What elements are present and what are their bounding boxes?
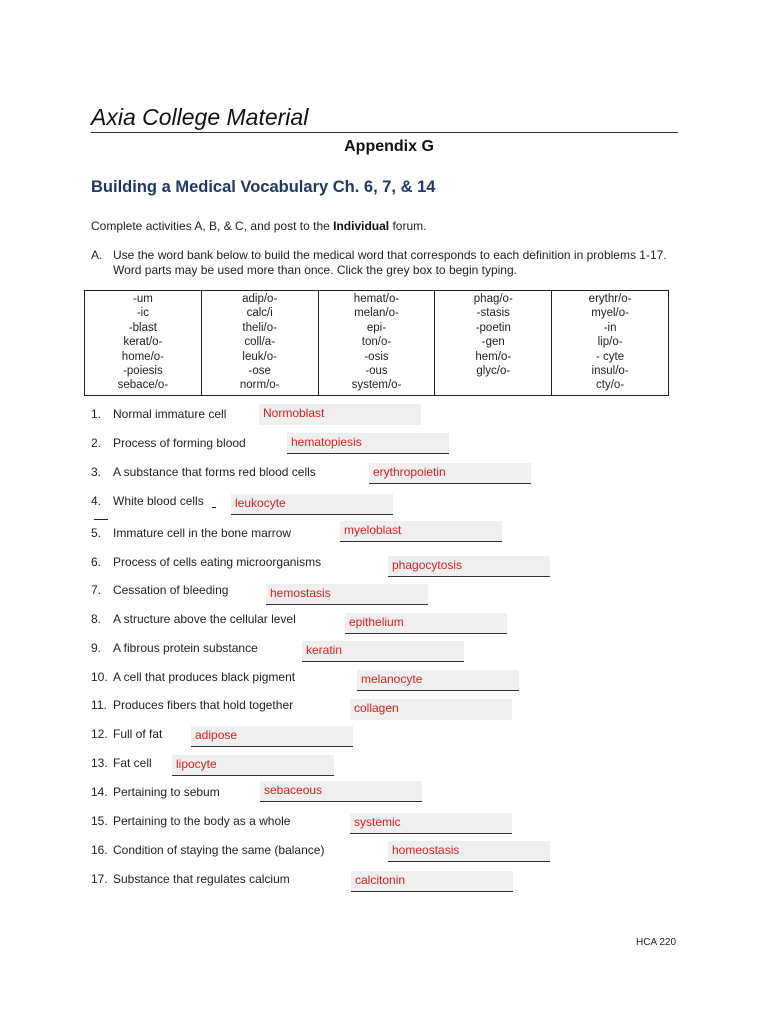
word-part: kerat/o- <box>123 336 163 349</box>
activity-text: Use the word bank below to build the medical word that corresponds to each definition in problems 1-17. Word parts may be used more than once. Click the grey box to begin typing. <box>113 248 667 277</box>
word-part: coll/a- <box>244 336 276 349</box>
word-part: leuk/o- <box>242 350 277 363</box>
answer-field[interactable]: sebaceous <box>260 781 422 802</box>
answer-field[interactable]: calcitonin <box>351 871 513 892</box>
word-part: -in <box>603 321 617 334</box>
answer-field[interactable]: hematopiesis <box>287 433 449 454</box>
word-part: ton/o- <box>361 336 392 349</box>
word-bank-column <box>552 291 669 396</box>
answer-field[interactable]: systemic <box>350 813 512 834</box>
word-bank-table <box>84 290 669 396</box>
question-number: 8. <box>91 612 102 626</box>
word-part: norm/o- <box>239 379 280 392</box>
question-number: 6. <box>91 555 102 569</box>
answer-field[interactable]: adipose <box>191 726 353 747</box>
word-bank-column <box>435 291 552 396</box>
word-part: -ous <box>365 365 388 378</box>
question-label: White blood cells <box>113 494 204 508</box>
question-label: Normal immature cell <box>113 407 227 421</box>
word-part: lip/o- <box>597 336 623 349</box>
activity-letter: A. <box>91 248 103 262</box>
intro-text <box>91 219 426 233</box>
word-part: theli/o- <box>242 321 277 334</box>
question-number: 14. <box>91 785 108 799</box>
appendix-heading: Appendix G <box>344 138 434 155</box>
answer-field[interactable]: homeostasis <box>388 841 550 862</box>
word-part: -poiesis <box>123 365 163 378</box>
word-part: adip/o- <box>242 293 278 305</box>
question-label: Pertaining to sebum <box>113 785 220 799</box>
activity-a-instructions <box>91 248 681 278</box>
question-number: 2. <box>91 436 102 450</box>
intro-before: Complete activities A, B, & C, and post to the <box>91 219 334 233</box>
question-number: 1. <box>91 407 102 421</box>
question-number: 5. <box>91 526 102 540</box>
answer-field[interactable]: collagen <box>350 699 512 720</box>
document-header-title: Axia College Material <box>91 104 309 130</box>
word-part: -osis <box>364 350 389 363</box>
question-label: Substance that regulates calcium <box>113 872 290 886</box>
question-label: Process of cells eating microorganisms <box>113 555 322 569</box>
word-part: system/o- <box>351 379 402 392</box>
question-label: Produces fibers that hold together <box>113 698 294 712</box>
question-label: Cessation of bleeding <box>113 583 229 597</box>
question-label: A substance that forms red blood cells <box>113 465 316 479</box>
answer-field[interactable]: hemostasis <box>266 584 428 605</box>
word-part: myel/o- <box>591 307 629 320</box>
question-number: 7. <box>91 583 102 597</box>
word-bank-column <box>85 291 202 396</box>
word-part: -blast <box>128 321 157 334</box>
word-part: -stasis <box>476 307 510 320</box>
word-part: cty/o- <box>596 379 625 392</box>
header-divider <box>91 132 678 133</box>
question-number: 9. <box>91 641 102 655</box>
answer-field[interactable]: myeloblast <box>340 521 502 542</box>
word-part: erythr/o- <box>588 293 632 305</box>
word-part: home/o- <box>121 350 164 363</box>
word-part: phag/o- <box>473 293 513 305</box>
answer-field[interactable]: erythropoietin <box>369 463 531 484</box>
question-label: A fibrous protein substance <box>113 641 258 655</box>
question-label: A cell that produces black pigment <box>113 670 296 684</box>
question-number: 15. <box>91 814 108 828</box>
section-title: Building a Medical Vocabulary Ch. 6, 7, & 14 <box>91 178 436 196</box>
answer-field[interactable]: lipocyte <box>172 755 334 776</box>
word-bank-column <box>318 291 435 396</box>
word-part: glyc/o- <box>476 365 511 378</box>
answer-field[interactable]: epithelium <box>345 613 507 634</box>
question-label: Condition of staying the same (balance) <box>113 843 325 857</box>
question-number: 10. <box>91 670 108 684</box>
underline-mark <box>94 519 108 520</box>
word-bank-column <box>201 291 318 396</box>
word-part: hemat/o- <box>353 293 400 305</box>
answer-field[interactable]: keratin <box>302 641 464 662</box>
question-label: Process of forming blood <box>113 436 246 450</box>
word-part: insul/o- <box>591 365 629 378</box>
question-number: 13. <box>91 756 108 770</box>
question-number: 17. <box>91 872 108 886</box>
word-part: - cyte <box>596 350 625 363</box>
underline-mark <box>212 507 216 508</box>
answer-field[interactable]: phagocytosis <box>388 556 550 577</box>
answer-field[interactable]: leukocyte <box>231 494 393 515</box>
word-part: epi- <box>366 321 387 334</box>
word-part: sebace/o- <box>117 379 169 392</box>
question-number: 12. <box>91 727 108 741</box>
question-label: Fat cell <box>113 756 152 770</box>
question-label: Immature cell in the bone marrow <box>113 526 292 540</box>
footer-course-code: HCA 220 <box>636 937 677 948</box>
word-part: -gen <box>481 336 505 349</box>
word-part: melan/o- <box>354 307 399 320</box>
word-part: hem/o- <box>475 350 512 363</box>
word-part: -ic <box>136 307 149 320</box>
question-number: 4. <box>91 494 102 508</box>
question-number: 3. <box>91 465 102 479</box>
word-part: -um <box>132 293 153 305</box>
question-label: A structure above the cellular level <box>113 612 296 626</box>
word-part: calc/i <box>246 307 273 320</box>
intro-after: forum. <box>389 219 427 233</box>
answer-field[interactable]: Normoblast <box>259 404 421 425</box>
answer-field[interactable]: melanocyte <box>357 670 519 691</box>
question-number: 11. <box>91 698 107 712</box>
word-part: -poetin <box>475 321 511 334</box>
question-label: Full of fat <box>113 727 163 741</box>
word-part: -ose <box>248 365 271 378</box>
question-number: 16. <box>91 843 108 857</box>
intro-bold: Individual <box>333 219 390 233</box>
question-label: Pertaining to the body as a whole <box>113 814 291 828</box>
